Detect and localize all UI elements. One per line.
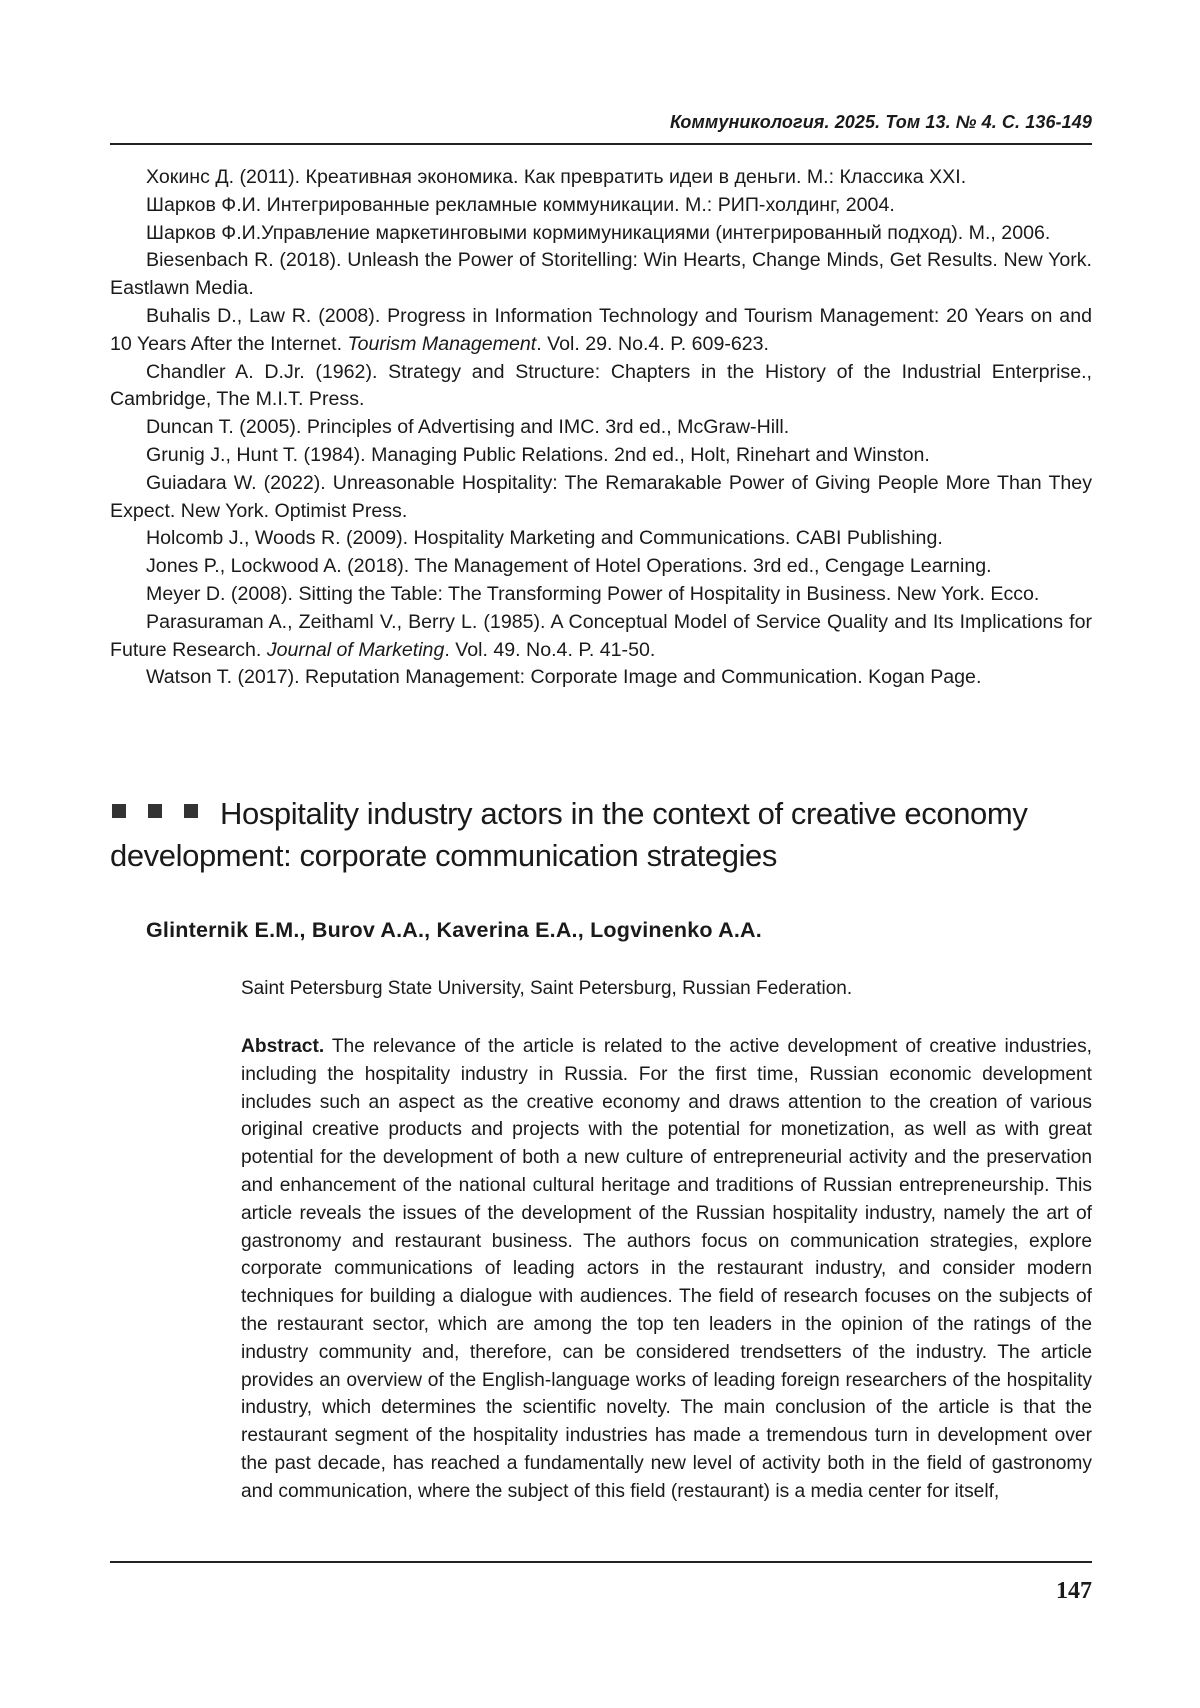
reference-item: Biesenbach R. (2018). Unleash the Power of Storitelling: Win Hearts, Change Minds, Get Results. New York. Eastlawn Media. (110, 249, 1092, 300)
reference-item: Шарков Ф.И.Управление маркетинговыми кормимуникациями (интегрированный подход). М., 2006. (146, 221, 1051, 244)
reference-text: . Vol. 49. No.4. P. 41-50. (444, 638, 656, 661)
reference-item: Meyer D. (2008). Sitting the Table: The Transforming Power of Hospitality in Business. New York. Ecco. (146, 582, 1040, 605)
reference-item: Grunig J., Hunt T. (1984). Managing Public Relations. 2nd ed., Holt, Rinehart and Winston. (146, 443, 930, 466)
abstract-text: The relevance of the article is related to the active development of creative industries, including the hospitality industry in Russia. For the first time, Russian economic development includes such an aspect as the creative economy and draws attention to the creation of various original creative products and projects with the potential for monetization, as well as with great potential for the development of both a new culture of entrepreneurial activity and the preservation and enhancement of the national cultural heritage and traditions of Russian entrepreneurship. This article reveals the issues of the development of the Russian hospitality industry, namely the art of gastronomy and restaurant business. The authors focus on communication strategies, explore corporate communications of leading actors in the restaurant industry, and consider modern techniques for building a dialogue with audiences. The field of research focuses on the subjects of the restaurant sector, which are among the top ten leaders in the opinion of the ratings of the industry community and, therefore, can be considered trendsetters of the industry. The article provides an overview of the English-language works of leading foreign researchers of the hospitality industry, which determines the scientific novelty. The main conclusion of the article is that the restaurant segment of the hospitality industries has made a tremendous turn in development over the past decade, has reached a fundamentally new level of activity both in the field of gastronomy and communication, where the subject of this field (restaurant) is a media center for itself, (241, 1036, 1092, 1502)
reference-item: Watson T. (2017). Reputation Management: Corporate Image and Communication. Kogan Page. (146, 666, 982, 689)
square-bullet-icon (148, 804, 162, 818)
reference-list (110, 164, 1092, 692)
article-title: Hospitality industry actors in the context of creative economy development: corporate communication strategies (110, 796, 1028, 873)
article-authors: Glinternik E.M., Burov A.A., Kaverina E.A., Logvinenko A.A. (146, 918, 762, 942)
abstract (241, 1033, 1092, 1506)
author-affiliation: Saint Petersburg State University, Saint Petersburg, Russian Federation. (241, 978, 853, 999)
reference-item: Шарков Ф.И. Интегрированные рекламные коммуникации. М.: РИП-холдинг, 2004. (146, 193, 895, 216)
journal-title: Tourism Management (347, 332, 537, 355)
header-rule (110, 143, 1092, 145)
square-bullet-icon (112, 804, 126, 818)
reference-text: . Vol. 29. No.4. P. 609-623. (536, 332, 770, 355)
reference-item: Jones P., Lockwood A. (2018). The Management of Hotel Operations. 3rd ed., Cengage Learning. (146, 555, 992, 578)
reference-item: Guiadara W. (2022). Unreasonable Hospitality: The Remarakable Power of Giving People More Than They Expect. New York. Optimist Press. (110, 471, 1092, 522)
journal-title: Journal of Marketing (266, 638, 445, 661)
reference-text: Parasuraman A., Zeithaml V., Berry L. (1985). A Conceptual Model of Service Quality and Its Implications for Future Research. (110, 610, 1092, 661)
running-head: Коммуникология. 2025. Том 13. № 4. С. 136-149 (669, 112, 1092, 132)
reference-item (110, 303, 1092, 359)
page-number: 147 (1056, 1578, 1092, 1604)
reference-item: Holcomb J., Woods R. (2009). Hospitality Marketing and Communications. CABI Publishing. (146, 527, 943, 550)
reference-item (110, 609, 1092, 665)
reference-item: Хокинс Д. (2011). Креативная экономика. Как превратить идеи в деньги. М.: Классика XXI. (146, 166, 967, 188)
article-title-block (110, 793, 1092, 877)
square-bullet-icon (184, 804, 198, 818)
reference-item: Duncan T. (2005). Principles of Advertising and IMC. 3rd ed., McGraw-Hill. (146, 416, 790, 439)
reference-text: Buhalis D., Law R. (2008). Progress in Information Technology and Tourism Management: 20 Years on and 10 Years After the Internet. (110, 304, 1092, 355)
abstract-label: Abstract. (241, 1036, 325, 1057)
reference-item: Chandler A. D.Jr. (1962). Strategy and Structure: Chapters in the History of the Industrial Enterprise., Cambridge, The M.I.T. Press. (110, 360, 1092, 411)
footer-rule (110, 1561, 1092, 1563)
